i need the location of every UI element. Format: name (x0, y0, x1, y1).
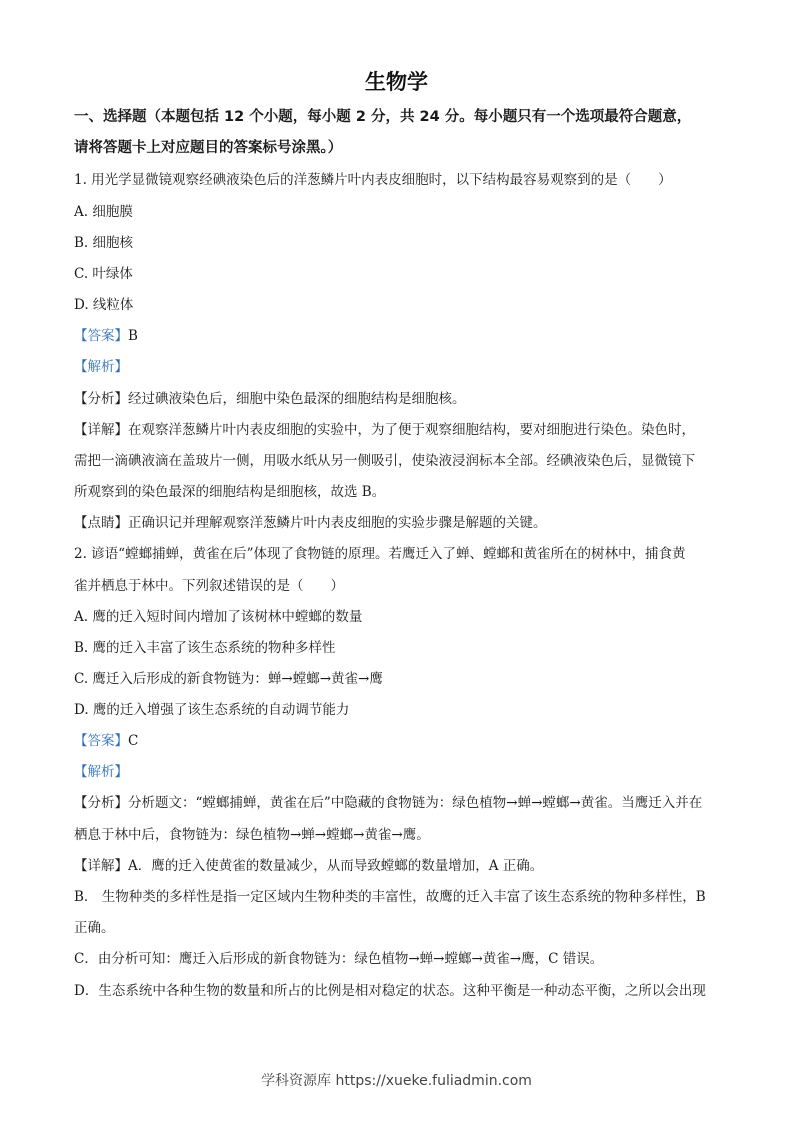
q2-fenxi-text1: 分析题文：“螳螂捕蝉，黄雀在后”中隐藏的食物链为：绿色植物→蝉→螳螂→黄雀。当鹰迁入并在 (128, 795, 703, 811)
q2-option-d: D. 鹰的迁入增强了该生态系统的自动调节能力 (74, 702, 350, 718)
q2-xiangjie-line3: 正确。 (74, 920, 115, 936)
q2-fenxi-line1 (74, 793, 724, 813)
q1-xiangjie-line3: 所观察到的染色最深的细胞结构是细胞核，故选 B。 (74, 484, 386, 500)
q2-xiangjie-line1 (74, 856, 724, 876)
q2-xiangjie-text1: A．鹰的迁入使黄雀的数量减少，从而导致螳螂的数量增加，A 正确。 (128, 858, 544, 874)
q2-answer: C (128, 733, 139, 749)
q2-fenxi-line2: 栖息于林中后，食物链为：绿色植物→蝉→螳螂→黄雀→鹰。 (74, 827, 430, 843)
q1-stem: 1. 用光学显微镜观察经碘液染色后的洋葱鳞片叶内表皮细胞时，以下结构最容易观察到的是（ ） (74, 172, 672, 188)
q1-answer: B (128, 328, 138, 344)
q1-dianjing-line (74, 513, 724, 533)
q1-xiangjie-line1 (74, 420, 724, 440)
q2-option-c: C. 鹰迁入后形成的新食物链为：蝉→螳螂→黄雀→鹰 (74, 671, 383, 687)
xiangjie-tag: 【详解】 (74, 858, 128, 874)
q1-option-a: A. 细胞膜 (74, 204, 133, 220)
footer-source: 学科资源库 https://xueke.fuliadmin.com (261, 1073, 532, 1089)
q1-fenxi: 经过碘液染色后，细胞中染色最深的细胞结构是细胞核。 (128, 391, 466, 407)
section-heading-line2: 请将答题卡上对应题目的答案标号涂黑。） (74, 140, 343, 156)
q2-xiangjie-line5: D．生态系统中各种生物的数量和所占的比例是相对稳定的状态。这种平衡是一种动态平衡，之所以会出现 (74, 983, 706, 999)
q1-answer-line (74, 326, 724, 346)
q1-fenxi-line (74, 389, 724, 409)
q1-option-d: D. 线粒体 (74, 297, 134, 313)
q2-answer-line (74, 731, 724, 751)
q1-option-c: C. 叶绿体 (74, 266, 133, 282)
q2-xiangjie-line4: C．由分析可知：鹰迁入后形成的新食物链为：绿色植物→蝉→螳螂→黄雀→鹰，C 错误。 (74, 951, 604, 967)
analysis-tag: 【解析】 (74, 764, 128, 780)
page-title: 生物学 (365, 70, 428, 94)
q1-dianjing: 正确识记并理解观察洋葱鳞片叶内表皮细胞的实验步骤是解题的关键。 (128, 515, 547, 531)
analysis-tag: 【解析】 (74, 359, 128, 375)
xiangjie-tag: 【详解】 (74, 422, 128, 438)
q2-option-b: B. 鹰的迁入丰富了该生态系统的物种多样性 (74, 640, 336, 656)
q2-stem-line1: 2. 谚语“螳螂捕蝉，黄雀在后”体现了食物链的原理。若鹰迁入了蝉、螳螂和黄雀所在的树林中，捕食黄 (74, 546, 686, 562)
fenxi-tag: 【分析】 (74, 795, 128, 811)
section-heading-line1: 一、选择题（本题包括 12 个小题，每小题 2 分，共 24 分。每小题只有一个选项最符合题意， (74, 109, 692, 125)
fenxi-tag: 【分析】 (74, 391, 128, 407)
dianjing-tag: 【点睛】 (74, 515, 128, 531)
q1-xiangjie-line2: 需把一滴碘液滴在盖玻片一侧，用吸水纸从另一侧吸引，使染液浸润标本全部。经碘液染色后，显微镜下 (74, 453, 695, 469)
answer-tag: 【答案】 (74, 733, 128, 749)
answer-tag: 【答案】 (74, 328, 128, 344)
q2-xiangjie-line2: B． 生物种类的多样性是指一定区域内生物种类的丰富性，故鹰的迁入丰富了该生态系统的物种多样性，B (74, 889, 706, 905)
q1-xiangjie-text1: 在观察洋葱鳞片叶内表皮细胞的实验中，为了便于观察细胞结构，要对细胞进行染色。染色时， (128, 422, 695, 438)
q2-stem-line2: 雀并栖息于林中。下列叙述错误的是（ ） (74, 578, 344, 594)
q1-option-b: B. 细胞核 (74, 235, 134, 251)
q2-option-a: A. 鹰的迁入短时间内增加了该树林中螳螂的数量 (74, 609, 363, 625)
